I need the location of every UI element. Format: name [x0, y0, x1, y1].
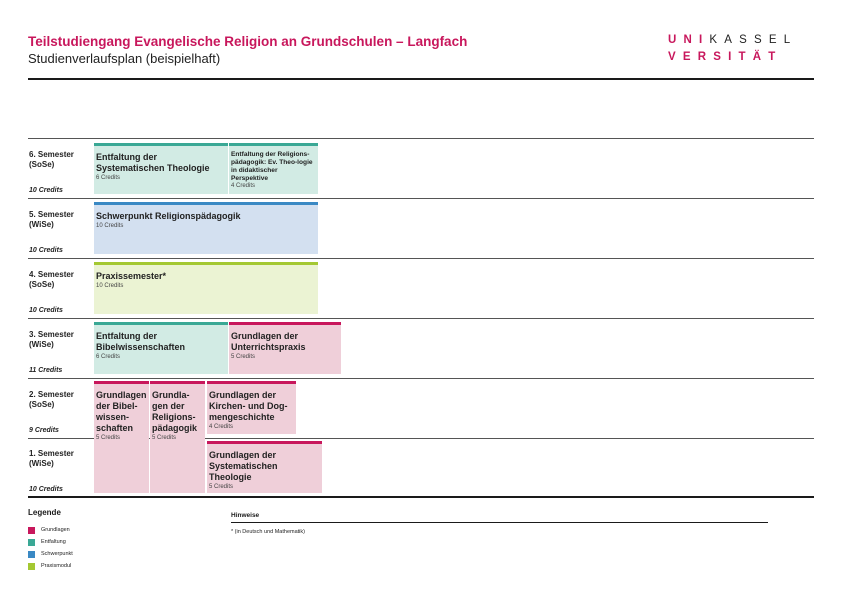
semester-3-credits: 11 Credits — [29, 367, 63, 374]
legend-item-grundlagen: Grundlagen — [28, 526, 70, 534]
legend-item-praxismodul: Praxismodul — [28, 562, 71, 570]
header-divider — [28, 78, 814, 80]
legend-swatch — [28, 563, 35, 570]
row-divider — [28, 258, 814, 259]
semester-2-credits: 9 Credits — [29, 427, 59, 434]
legend-item-schwerpunkt: Schwerpunkt — [28, 550, 73, 558]
table-bottom-divider — [28, 496, 814, 498]
module-grundlagen-bibelwissenschaften: Grundlagen der Bibel-wissen-schaften 5 Credits — [94, 381, 149, 493]
semester-4-label: 4. Semester (SoSe) — [29, 270, 74, 289]
row-divider — [28, 318, 814, 319]
logo-uni: UNI — [668, 34, 710, 46]
hints-title: Hinweise — [231, 512, 260, 519]
module-grundlagen-unterrichtspraxis: Grundlagen der Unterrichtspraxis 5 Credits — [229, 322, 341, 374]
semester-5-credits: 10 Credits — [29, 247, 63, 254]
legend-swatch — [28, 539, 35, 546]
semester-1-credits: 10 Credits — [29, 486, 63, 493]
logo-versitaet: VERSITÄT — [668, 51, 783, 63]
legend-item-entfaltung: Entfaltung — [28, 538, 66, 546]
row-divider — [28, 378, 814, 379]
semester-6-label: 6. Semester (SoSe) — [29, 150, 74, 169]
semester-3-label: 3. Semester (WiSe) — [29, 330, 74, 349]
row-divider — [28, 198, 814, 199]
semester-5-label: 5. Semester (WiSe) — [29, 210, 74, 229]
logo-kassel: KASSEL — [709, 34, 798, 46]
semester-2-label: 2. Semester (SoSe) — [29, 390, 74, 409]
module-praxissemester: Praxissemester* 10 Credits — [94, 262, 318, 314]
module-entfaltung-systematische-theologie: Entfaltung der Systematischen Theologie 6 Credits — [94, 143, 228, 194]
module-grundlagen-kirchen-dogmengeschichte: Grundlagen der Kirchen- und Dog-mengeschichte 4 Credits — [207, 381, 296, 434]
page-subtitle: Studienverlaufsplan (beispielhaft) — [28, 51, 221, 66]
hints-text: * (in Deutsch und Mathematik) — [231, 529, 305, 535]
semester-1-label: 1. Semester (WiSe) — [29, 449, 74, 468]
page-title: Teilstudiengang Evangelische Religion an Grundschulen – Langfach — [28, 34, 468, 49]
semester-4-credits: 10 Credits — [29, 307, 63, 314]
legend-title: Legende — [28, 508, 61, 517]
module-schwerpunkt-religionspaedagogik: Schwerpunkt Religionspädagogik 10 Credits — [94, 202, 318, 254]
university-logo — [668, 32, 818, 66]
module-entfaltung-bibelwissenschaften: Entfaltung der Bibelwissenschaften 6 Credits — [94, 322, 228, 374]
legend-swatch — [28, 551, 35, 558]
module-grundlagen-systematische-theologie: Grundlagen der Systematischen Theologie 5 Credits — [207, 441, 322, 493]
legend-swatch — [28, 527, 35, 534]
row-divider — [28, 138, 814, 139]
semester-6-credits: 10 Credits — [29, 187, 63, 194]
hints-divider — [231, 522, 768, 523]
module-grundlagen-religionspaedagogik: Grundla-gen der Religions-pädagogik 5 Credits — [150, 381, 205, 493]
module-entfaltung-religionspaedagogik: Entfaltung der Religions-pädagogik: Ev. Theo-logie in didaktischer Perspektive 4 Credits — [229, 143, 318, 194]
